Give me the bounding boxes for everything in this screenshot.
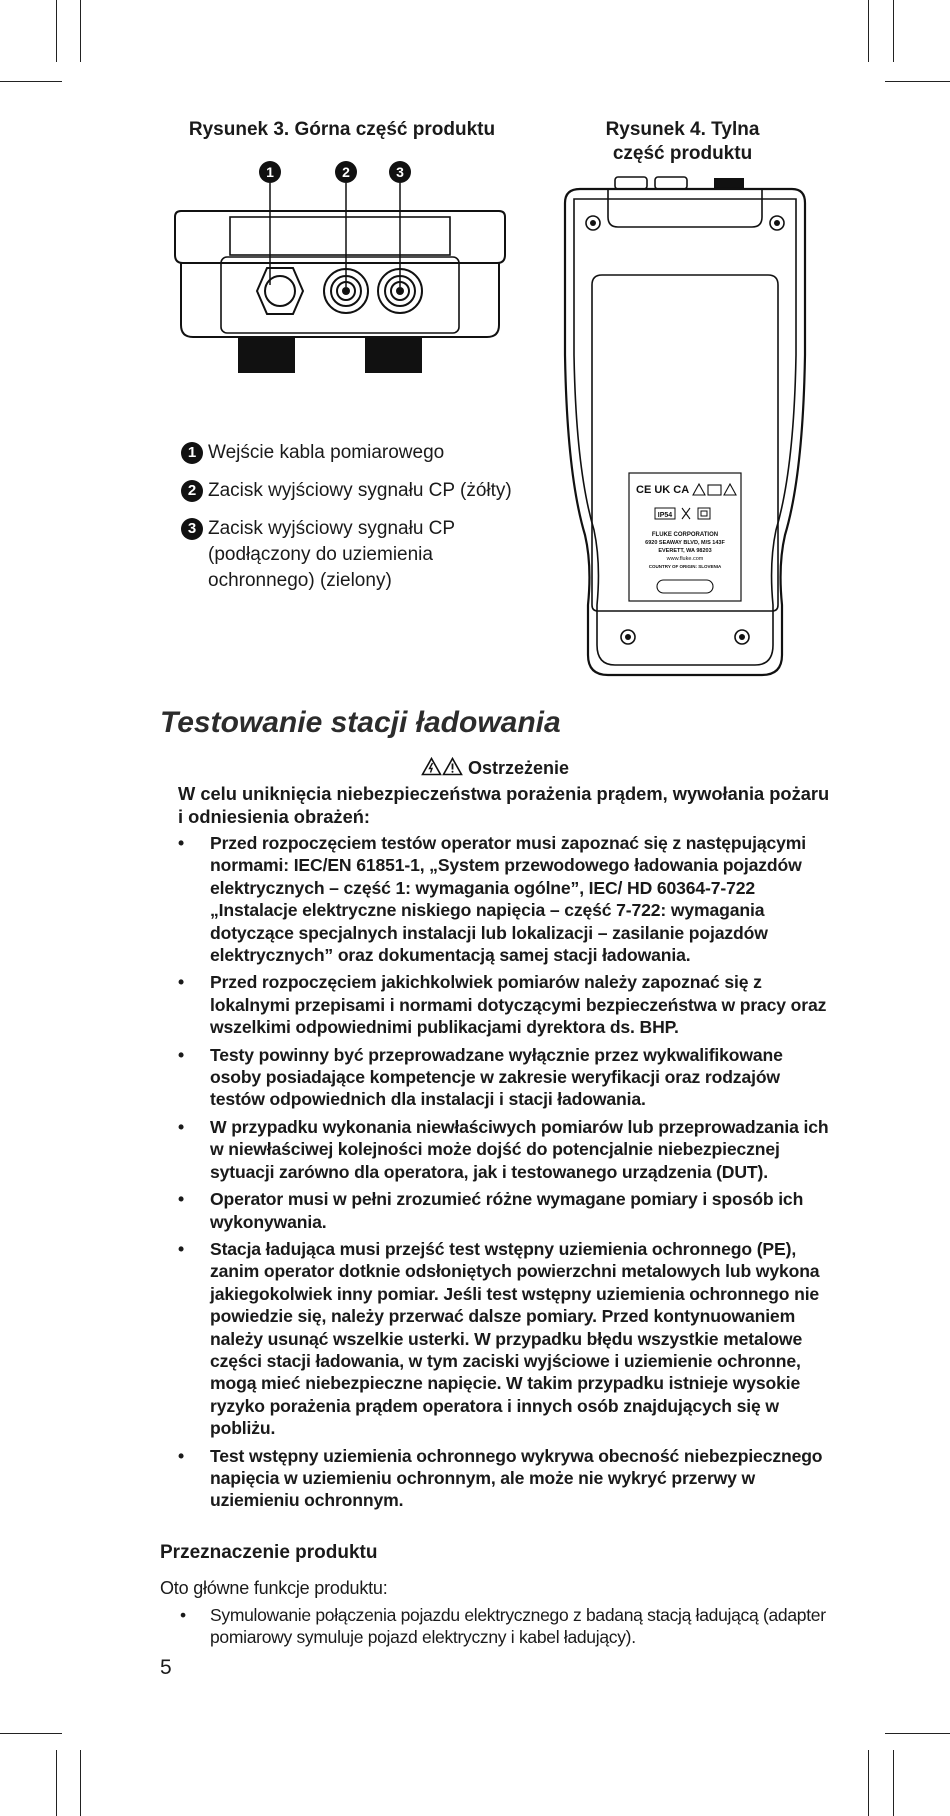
crop-mark (893, 1750, 894, 1816)
list-item-text: Test wstępny uziemienia ochronnego wykrywa obecność niebezpiecznego napięcia w uziemieniu ochronnym, ale może nie wykryć przerwy w uziemieniu ochronnym. (210, 1445, 823, 1511)
bullet: • (178, 1238, 185, 1259)
list-item-text: Stacja ładująca musi przejść test wstępny uziemienia ochronnego (PE), zanim operator dotknie odsłoniętych powierzchni metalowych lub wykona jakiegokolwiek inny pomiar. Jeśli test wstępny uziemienia ochronnego nie powiedzie się, należy przerwać dalsze pomiary. Przed kontynuowaniem należy usunąć wszelkie usterki. W przypadku błędu wszystkie metalowe części stacji ładowania, w tym zaciski wyjściowe i uziemienie ochronne, mogą mieć niebezpieczne napięcie. W takim przypadku istnieje wysokie ryzyko porażenia prądem operatora i innych osób znajdujących się w pobliżu. (210, 1238, 820, 1439)
bullet: • (178, 833, 185, 853)
svg-text:CE UK CA: CE UK CA (636, 484, 690, 496)
section-title: Testowanie stacji ładowania (160, 706, 561, 739)
warning-intro: W celu uniknięcia niebezpieczeństwa porażenia prądem, wywołania pożaru i odniesienia obrażeń: (178, 783, 830, 827)
callout-1 (259, 161, 281, 183)
bullet: • (178, 1189, 185, 1210)
device-top-illustration (165, 155, 535, 375)
device-back-illustration (560, 175, 810, 680)
bullet: • (180, 1605, 186, 1625)
shock-hazard-icon (421, 757, 442, 776)
legend-number: 2 (181, 480, 203, 502)
crop-mark (885, 1733, 950, 1734)
list-item (178, 971, 838, 1038)
svg-text:2: 2 (342, 164, 350, 180)
svg-text:IP54: IP54 (657, 512, 673, 519)
figure-4-caption (575, 118, 790, 166)
figure-4-caption-line-2: część produktu (612, 143, 753, 164)
list-item (178, 1445, 838, 1512)
svg-text:www.fluke.com: www.fluke.com (666, 556, 704, 562)
crop-mark (80, 1750, 81, 1816)
legend-text: Zacisk wyjściowy sygnału CP (żółty) (208, 480, 512, 501)
legend-item (181, 516, 461, 594)
bullet: • (178, 1445, 185, 1466)
warning-heading (160, 757, 830, 779)
crop-mark (893, 0, 894, 62)
bullet: • (178, 1116, 185, 1137)
list-item (178, 1188, 838, 1233)
svg-text:EVERETT, WA 98203: EVERETT, WA 98203 (658, 548, 712, 554)
crop-mark (868, 0, 869, 62)
list-item-text: Przed rozpoczęciem testów operator musi zapoznać się z następującymi normami: IEC/EN 61851-1, „System przewodowego ładowania pojazdów elektrycznych – część 1: wymagania ogólne”, IEC/ HD 60364-7-722 „Instalacje elektryczne niskiego napięcia – część 7-722: wymagania dotyczące specjalnych instalacji lub lokalizacji – zasilanie pojazdów elektrycznych” oraz dokumentacją samej stacji ładowania. (210, 833, 806, 966)
callout-3 (389, 161, 411, 183)
list-item (178, 832, 838, 966)
product-purpose-heading: Przeznaczenie produktu (160, 1542, 378, 1563)
crop-mark (56, 0, 57, 62)
warning-list (178, 832, 838, 1517)
list-item-text: Testy powinny być przeprowadzane wyłącznie przez wykwalifikowane osoby posiadające kompetencje w zakresie weryfikacji oraz rodzajów testów odpowiednich dla instalacji i stacji ładowania. (210, 1044, 783, 1110)
svg-text:FLUKE CORPORATION: FLUKE CORPORATION (651, 532, 719, 538)
figure-3-top-view (165, 155, 535, 375)
svg-text:1: 1 (266, 164, 274, 180)
bullet: • (178, 1044, 185, 1065)
svg-text:6920 SEAWAY BLVD, M/S 143F: 6920 SEAWAY BLVD, M/S 143F (645, 540, 725, 546)
product-purpose-intro: Oto główne funkcje produktu: (160, 1578, 388, 1598)
figure-3-caption: Rysunek 3. Górna część produktu (188, 119, 496, 140)
crop-mark (56, 1750, 57, 1816)
legend-text: Zacisk wyjściowy sygnału CP (podłączony do uziemienia ochronnego) (zielony) (208, 518, 455, 591)
callout-2 (335, 161, 357, 183)
legend-item (181, 478, 541, 504)
list-item (160, 1604, 840, 1648)
legend-number: 3 (181, 518, 203, 540)
list-item-text: Symulowanie połączenia pojazdu elektrycznego z badaną stacją ładującą (adapter pomiarowy symuluje pojazd elektryczny i kabel ładujący). (210, 1605, 826, 1647)
figure-4-back-view (560, 175, 810, 680)
page-number: 5 (160, 1656, 172, 1679)
figure-3-legend (181, 440, 541, 606)
svg-text:COUNTRY OF ORIGIN: SLOVENIA: COUNTRY OF ORIGIN: SLOVENIA (648, 564, 722, 569)
list-item (178, 1044, 838, 1111)
legend-text: Wejście kabla pomiarowego (208, 442, 445, 463)
rating-label-plate (629, 473, 741, 601)
list-item-text: W przypadku wykonania niewłaściwych pomiarów lub przeprowadzania ich w niewłaściwej kolejności może dojść do potencjalnie niebezpiecznej sytuacji zarówno dla operatora, jak i testowanego urządzenia (DUT). (210, 1116, 829, 1182)
list-item-text: Przed rozpoczęciem jakichkolwiek pomiarów należy zapoznać się z lokalnymi przepisami i normami dotyczącymi bezpieczeństwa w pracy oraz wszelkimi odpowiednimi publikacjami dyrektora ds. BHP. (210, 972, 827, 1038)
crop-mark (0, 81, 62, 82)
legend-number: 1 (181, 442, 203, 464)
crop-mark (868, 1750, 869, 1816)
legend-item (181, 440, 541, 466)
list-item-text: Operator musi w pełni zrozumieć różne wymagane pomiary i sposób ich wykonywania. (210, 1189, 804, 1232)
figure-4-caption-line-1: Rysunek 4. Tylna (605, 119, 760, 140)
svg-text:3: 3 (396, 164, 404, 180)
function-list (160, 1604, 840, 1648)
warning-heading-text: Ostrzeżenie (467, 758, 570, 778)
crop-mark (0, 1733, 62, 1734)
list-item (178, 1116, 838, 1183)
list-item (178, 1238, 838, 1440)
warning-triangle-icon (442, 757, 463, 776)
crop-mark (80, 0, 81, 62)
bullet: • (178, 972, 185, 993)
crop-mark (885, 81, 950, 82)
